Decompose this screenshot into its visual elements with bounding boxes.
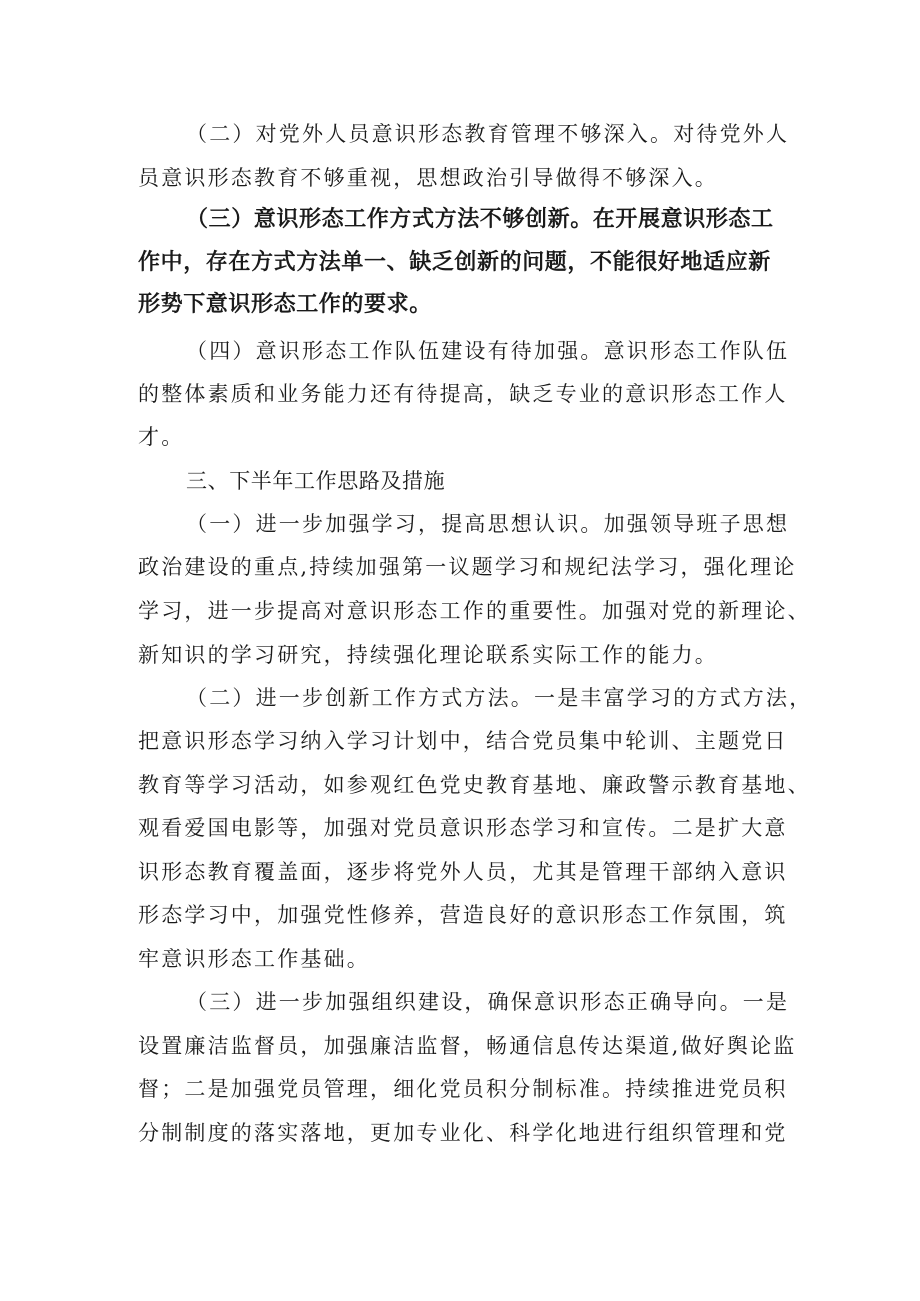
measure-2-line-7: 牢意识形态工作基础。: [138, 947, 370, 971]
measure-1-line-1: （一）进一步加强学习，提高思想认识。加强领导班子思想: [186, 512, 790, 536]
measure-3-line-2: 设置廉洁监督员，加强廉洁监督，畅通信息传达渠道,做好舆论监: [138, 1034, 797, 1058]
measure-2-line-6: 形态学习中，加强党性修养，营造良好的意识形态工作氛围，筑: [138, 903, 788, 927]
paragraph-2-line-1: （二）对党外人员意识形态教育管理不够深入。对待党外人: [186, 122, 790, 146]
measure-3-line-1: （三）进一步加强组织建设，确保意识形态正确导向。一是: [186, 990, 790, 1014]
measure-3-line-4: 分制制度的落实落地，更加专业化、科学化地进行组织管理和党: [138, 1121, 788, 1145]
section-heading: 三、下半年工作思路及措施: [186, 469, 446, 493]
paragraph-4-line-3: 才。: [138, 425, 185, 449]
paragraph-3-line-2: 作中，存在方式方法单一、缺乏创新的问题，不能很好地适应新: [138, 250, 771, 275]
paragraph-4-line-2: 的整体素质和业务能力还有待提高，缺乏专业的意识形态工作人: [138, 382, 788, 406]
measure-2-line-2: 把意识形态学习纳入学习计划中，结合党员集中轮训、主题党日: [138, 729, 788, 753]
measure-1-line-4: 新知识的学习研究，持续强化理论联系实际工作的能力。: [138, 643, 718, 667]
measure-2-line-3: 教育等学习活动，如参观红色党史教育基地、廉政警示教育基地、: [138, 773, 811, 797]
measure-2-line-4: 观看爱国电影等，加强对党员意识形态学习和宣传。二是扩大意: [138, 816, 788, 840]
measure-2-line-1: （二）进一步创新工作方式方法。一是丰富学习的方式方法，: [186, 686, 813, 710]
paragraph-3-line-1: （三）意识形态工作方式方法不够创新。在开展意识形态工: [186, 207, 774, 232]
measure-1-line-2: 政治建设的重点,持续加强第一议题学习和规纪法学习，强化理论: [138, 555, 797, 579]
paragraph-3-line-3: 形势下意识形态工作的要求。: [138, 292, 432, 317]
measure-2-line-5: 识形态教育覆盖面，逐步将党外人员，尤其是管理干部纳入意识: [138, 860, 788, 884]
measure-1-line-3: 学习，进一步提高对意识形态工作的重要性。加强对党的新理论、: [138, 599, 811, 623]
paragraph-4-line-1: （四）意识形态工作队伍建设有待加强。意识形态工作队伍: [186, 339, 790, 363]
measure-3-line-3: 督；二是加强党员管理，细化党员积分制标准。持续推进党员积: [138, 1077, 788, 1101]
paragraph-2-line-2: 员意识形态教育不够重视，思想政治引导做得不够深入。: [138, 166, 718, 190]
